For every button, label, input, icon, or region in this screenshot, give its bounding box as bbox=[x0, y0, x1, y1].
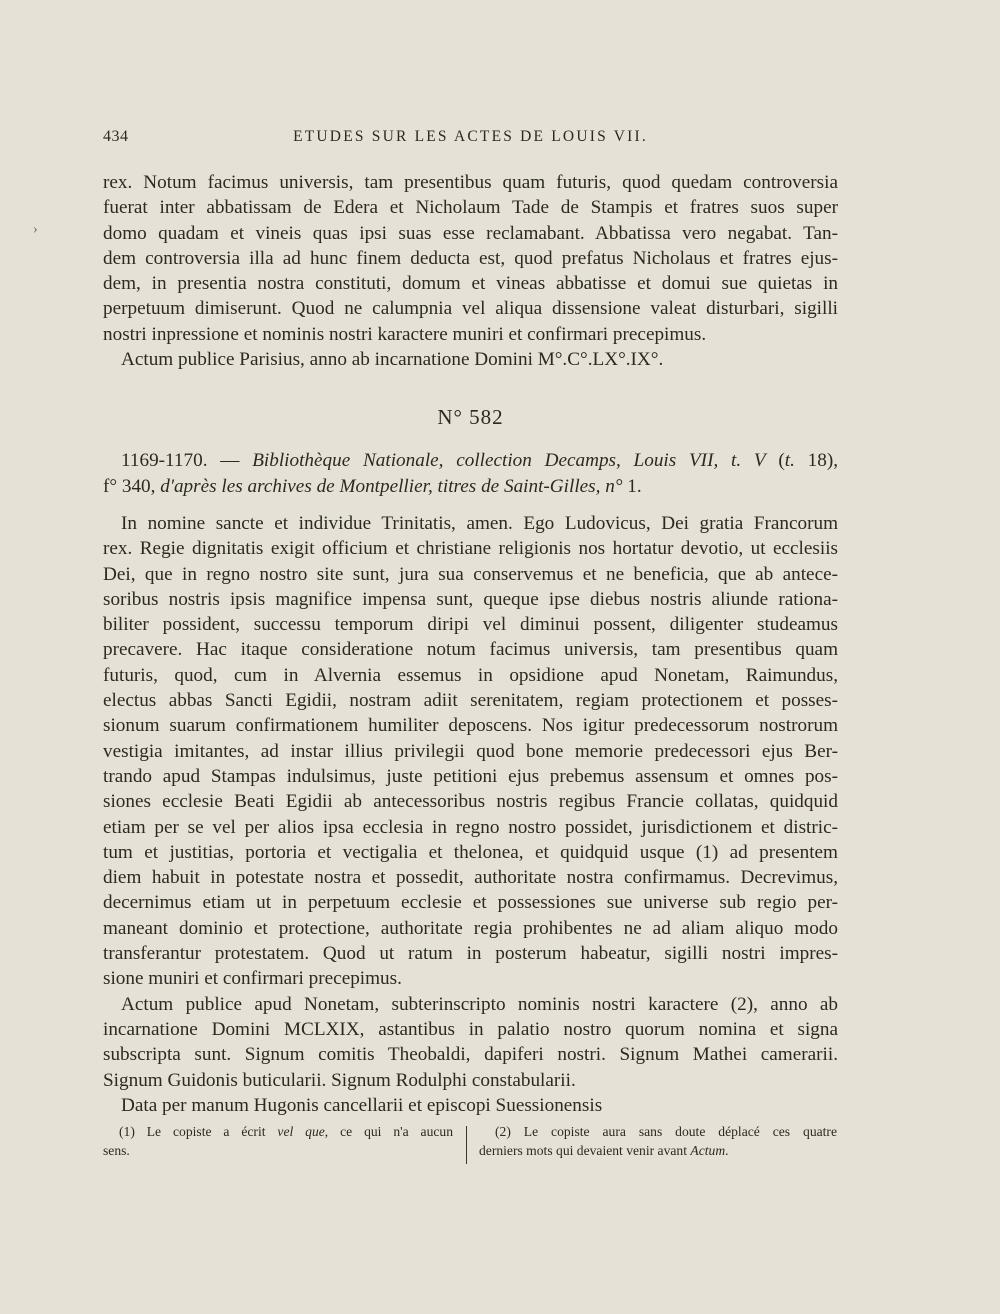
text-line: diem habuit in potestate nostra et possedit, authoritate nostra confirmamus. Decrevimus, bbox=[103, 867, 838, 889]
footnotes bbox=[103, 1123, 838, 1167]
text-line: rex. Notum facimus universis, tam presentibus quam futuris, quod quedam controversia bbox=[103, 172, 838, 193]
text-line: rex. Regie dignitatis exigit officium et christiane religionis nos hortatur devotio, ut ecclesiis bbox=[103, 538, 838, 560]
footnote-1: (1) Le copiste a écrit vel que, ce qui n'a aucun sens. bbox=[103, 1124, 453, 1158]
running-head: ETUDES SUR LES ACTES DE LOUIS VII. bbox=[293, 128, 648, 145]
data-line: Data per manum Hugonis cancellarii et episcopi Suessionensis bbox=[121, 1094, 603, 1116]
actum-line: subscripta sunt. Signum comitis Theobaldi, dapiferi nostri. Signum Mathei camerarii. bbox=[103, 1044, 838, 1066]
text-line: electus abbas Sancti Egidii, nostram adiit serenitatem, regiam protectionem et posses- bbox=[103, 690, 838, 712]
text-line: domo quadam et vineis quas ipsi suas esse reclamabant. Abbatissa vero negabat. Tan- bbox=[103, 222, 838, 244]
text-line: etiam per se vel per alios ipsa ecclesia in regno nostro possidet, jurisdictionem et distric- bbox=[103, 816, 838, 838]
text-line: maneant dominio et protectione, authoritate regia prohibentes ne ad aliam aliquo modo bbox=[103, 917, 838, 939]
source-date: 1169-1170. — bbox=[121, 450, 253, 471]
actum-line: Signum Guidonis buticularii. Signum Rodulphi constabularii. bbox=[103, 1069, 576, 1091]
page-header bbox=[103, 128, 838, 152]
text-line: sionum suarum confirmationem humiliter deposcens. Nos igitur predecessorum nostrorum bbox=[103, 715, 838, 737]
act-body bbox=[103, 511, 838, 1118]
text-line: Dei, que in regno nostro site sunt, jura sua conservemus et ne beneficia, que ab antece- bbox=[103, 563, 838, 585]
text-line: siones ecclesie Beati Egidii ab antecessoribus nostris regibus Francie collatas, quidquid bbox=[103, 791, 838, 813]
actum-line: incarnatione Domini MCLXIX, astantibus in palatio nostro quorum nomina et signa bbox=[103, 1018, 838, 1040]
text-line: In nomine sancte et individue Trinitatis, amen. Ego Ludovicus, Dei gratia Francorum bbox=[121, 513, 838, 534]
text-line: vestigia imitantes, ad instar illius privilegii quod bone memorie predecessori ejus Ber- bbox=[103, 740, 838, 762]
actum-line: Actum publice Parisius, anno ab incarnatione Domini M°.C°.LX°.IX°. bbox=[121, 349, 664, 371]
page-number: 434 bbox=[103, 128, 129, 145]
text-line: decernimus etiam ut in perpetuum ecclesie et possessiones sue universe sub regio per- bbox=[103, 892, 838, 914]
actum-line: Actum publice apud Nonetam, subterinscripto nominis nostri karactere (2), anno ab bbox=[121, 993, 838, 1015]
text-line: dem, in presentia nostra constituti, domum et vineas abbatisse et domui sue quietas in bbox=[103, 273, 838, 295]
source-line-1: 1169-1170. — Bibliothèque Nationale, collection Decamps, Louis VII, t. V (t. 18), bbox=[121, 450, 838, 471]
text-line: futuris, quod, cum in Alvernia essemus in opsidione apud Nonetam, Raimundus, bbox=[103, 664, 838, 686]
text-line: trando apud Stampas indulsimus, juste petitioni ejus prebemus assensum et omnes pos- bbox=[103, 765, 838, 787]
text-line: tum et justitias, portoria et vectigalia et thelonea, et quidquid usque (1) ad presentem bbox=[103, 841, 838, 863]
source-line-2: f° 340, d'après les archives de Montpellier, titres de Saint-Gilles, n° 1. bbox=[103, 476, 642, 497]
text-line: sione muniri et confirmari precepimus. bbox=[103, 968, 402, 990]
act-title: N° 582 bbox=[437, 405, 504, 429]
text-line: dem controversia illa ad hunc finem deducta est, quod prefatus Nicholaus et fratres ejus- bbox=[103, 247, 838, 269]
text-line: perpetuum dimiserunt. Quod ne calumpnia vel aliqua dissensione valeat disturbari, sigilli bbox=[103, 298, 838, 320]
text-line: transferantur protestatem. Quod ut ratum in posterum habeatur, sigilli nostri impres- bbox=[103, 943, 838, 965]
footnote-divider bbox=[466, 1126, 467, 1164]
text-line: precavere. Hac itaque consideratione notum facimus universis, tam presentibus quam bbox=[103, 639, 838, 661]
margin-mark: › bbox=[33, 222, 38, 237]
source-reference: Bibliothèque Nationale, collection Decamps, Louis VII, t. V bbox=[252, 450, 766, 471]
previous-act-text bbox=[103, 170, 838, 372]
text-line: soribus nostris ipsis magnifice impensa sunt, queque ipse diebus nostris aliunde rationa- bbox=[103, 588, 838, 610]
source-note bbox=[103, 448, 838, 500]
text-line: biliter possident, successu temporum diripi vel diminui possent, diligenter studeamus bbox=[103, 614, 838, 636]
text-line: fuerat inter abbatissam de Edera et Nicholaum Tade de Stampis et fratres suos super bbox=[103, 197, 838, 219]
footnote-2: (2) Le copiste aura sans doute déplacé ces quatre derniers mots qui devaient venir avant Actum. bbox=[479, 1124, 837, 1158]
text-line: nostri inpressione et nominis nostri karactere muniri et confirmari precepimus. bbox=[103, 323, 707, 345]
